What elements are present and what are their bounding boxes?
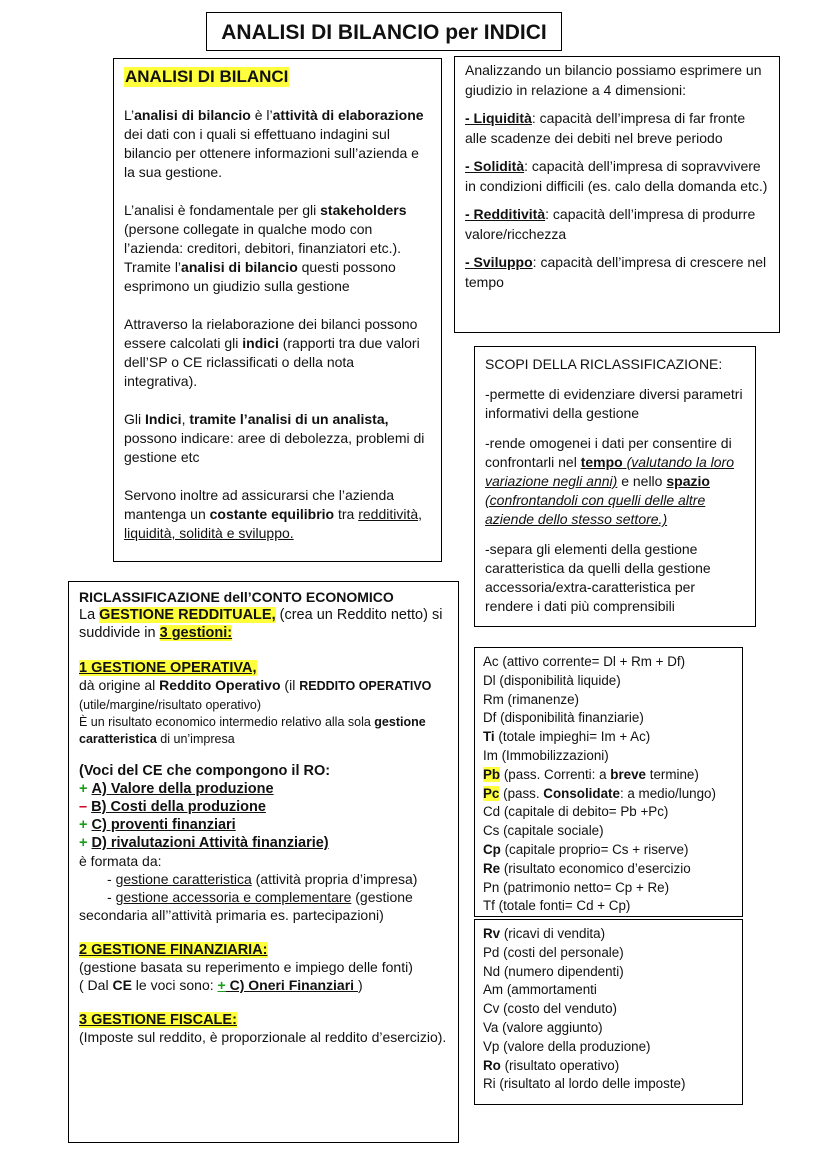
formata-da: è formata da:: [79, 853, 162, 869]
conto-economico-box: [68, 581, 459, 1143]
legend-desc-bold: breve: [610, 766, 646, 782]
legend-item: [483, 785, 734, 804]
gestione-fiscale-line1: (Imposte sul reddito, è proporzionale al reddito d’esercizio).: [79, 1029, 447, 1045]
legend-item: [483, 709, 734, 728]
voce-valore-produzione: + A) Valore della produzione: [79, 781, 274, 797]
legend-item: [483, 1075, 734, 1094]
legend-abbr: Cs: [483, 823, 500, 839]
legend-desc-end: : a medio/lungo): [619, 785, 716, 801]
legend-desc: (pass. Correnti: a: [500, 766, 611, 782]
legend-abbr: Df: [483, 710, 497, 726]
gestione-finanziaria-line1: (gestione basata su reperimento e impiego delle fonti): [79, 959, 413, 975]
legend-abbr: Ri: [483, 1076, 496, 1092]
legend-abbr: Re: [483, 860, 501, 876]
legend-item: [483, 803, 734, 822]
analisi-bilanci-heading: ANALISI DI BILANCI: [125, 67, 289, 86]
scopo-1: -permette di evidenziare diversi parametri informativi della gestione: [485, 386, 743, 421]
legend-desc: (costi del personale): [499, 944, 624, 960]
legend-desc: (risultato operativo): [500, 1057, 620, 1073]
legend-abbr: Pn: [483, 879, 500, 895]
legend-item: [483, 1038, 734, 1057]
scopo-2: -rende omogenei i dati per consentire di confrontarli nel tempo (valutando la loro variazione negli anni) e nello spazio (confrontandoli con quelli delle altre aziende dello stesso settore.): [485, 435, 735, 527]
dimensioni-intro: Analizzando un bilancio possiamo esprimere un giudizio in relazione a 4 dimensioni:: [465, 62, 762, 98]
legend-item: [483, 691, 734, 710]
legend-desc: (attivo corrente= Dl + Rm + Df): [498, 654, 686, 669]
legend-abbr: Am: [483, 982, 504, 998]
legend-desc: (risultato al lordo delle imposte): [495, 1076, 686, 1092]
legend-item: [483, 728, 734, 747]
legend-item: [483, 860, 734, 879]
legend-desc: (ammortamenti: [503, 982, 597, 998]
dimensione-sviluppo: - Sviluppo: capacità dell’impresa di crescere nel tempo: [465, 254, 767, 290]
legend-item: [483, 1019, 734, 1038]
legend-abbr: Cd: [483, 804, 501, 820]
legend-item: [483, 897, 734, 916]
legend-abbr: Rm: [483, 691, 504, 707]
analisi-paragraph-5: Servono inoltre ad assicurarsi che l’azienda mantenga un costante equilibrio tra redditività, liquidità, solidità e sviluppo.: [124, 487, 423, 541]
legend-item: [483, 963, 734, 982]
gestione-operativa-line2: È un risultato economico intermedio relativo alla sola gestione caratteristica di un’impresa: [79, 715, 426, 746]
legend-abbr: Nd: [483, 963, 501, 979]
legend-desc: (pass.: [499, 785, 544, 801]
voce-rivalutazioni: + D) rivalutazioni Attività finanziarie): [79, 835, 329, 851]
gestione-caratteristica-item: - gestione caratteristica (attività propria d’impresa): [107, 871, 418, 887]
legend-desc: (totale fonti= Cd + Cp): [494, 898, 631, 914]
dimensione-liquidita: - Liquidità: capacità dell’impresa di far fronte alle scadenze dei debiti nel breve periodo: [465, 110, 746, 146]
legend-desc: (disponibilità finanziarie): [496, 710, 644, 726]
voci-ce-heading: (Voci del CE che compongono il RO:: [79, 763, 331, 779]
legend-desc: (capitale sociale): [499, 823, 604, 839]
legend-item: [483, 747, 734, 766]
legend-item: [483, 925, 734, 944]
legend-desc: (numero dipendenti): [500, 963, 624, 979]
legend-stato-patrimoniale: [474, 647, 743, 917]
legend-item: [483, 822, 734, 841]
legend-desc: (disponibilità liquide): [495, 672, 621, 688]
analisi-paragraph-4: Gli Indici, tramite l’analisi di un analista, possono indicare: aree di debolezza, problemi di gestione etc: [124, 411, 425, 465]
scopi-heading: SCOPI DELLA RICLASSIFICAZIONE:: [485, 356, 723, 372]
legend-item: [483, 841, 734, 860]
legend-desc: (costo del venduto): [499, 1001, 617, 1017]
analisi-bilanci-box: [113, 58, 442, 562]
legend-desc: (valore aggiunto): [498, 1019, 603, 1035]
legend-abbr: Tf: [483, 898, 495, 914]
legend-abbr: Va: [483, 1019, 499, 1035]
legend-desc: (rimanenze): [503, 691, 579, 707]
analisi-paragraph-1: L’analisi di bilancio è l’attività di elaborazione dei dati con i quali si effettuano indagini sul bilancio per ottenere informazioni sull’azienda e la sua gestione.: [124, 107, 424, 180]
dimensioni-box: [454, 56, 780, 333]
legend-item: [483, 944, 734, 963]
legend-conto-economico: [474, 919, 743, 1105]
legend-abbr: Dl: [483, 672, 496, 688]
legend-desc: (capitale proprio= Cs + riserve): [500, 841, 689, 857]
legend-abbr: Ti: [483, 729, 495, 745]
gestione-fiscale-title: 3 GESTIONE FISCALE:: [79, 1012, 237, 1028]
legend-desc: (risultato economico d’esercizio: [500, 860, 691, 876]
voce-proventi-finanziari: + C) proventi finanziari: [79, 817, 236, 833]
legend-abbr: Ro: [483, 1057, 501, 1073]
legend-item: [483, 879, 734, 898]
legend-desc: (valore della produzione): [499, 1038, 651, 1054]
legend-abbr: Pd: [483, 944, 500, 960]
legend-desc: (Immobilizzazioni): [497, 747, 609, 763]
legend-abbr: Pb: [483, 766, 501, 782]
legend-item: [483, 766, 734, 785]
legend-desc: (totale impieghi= Im + Ac): [494, 729, 651, 745]
legend-desc: (patrimonio netto= Cp + Re): [499, 879, 670, 895]
gestione-operativa-line1: dà origine al Reddito Operativo (il REDDITO OPERATIVO (utile/margine/risultato operativo): [79, 677, 432, 712]
ce-intro: La GESTIONE REDDITUALE, (crea un Reddito netto) si suddivide in 3 gestioni:: [79, 607, 443, 641]
legend-abbr: Im: [483, 747, 498, 763]
legend-item: [483, 672, 734, 691]
voce-costi-produzione: – B) Costi della produzione: [79, 799, 266, 815]
legend-desc: (ricavi di vendita): [500, 926, 606, 941]
legend-item: [483, 1057, 734, 1076]
legend-abbr: Ac: [483, 654, 499, 669]
legend-desc: (capitale di debito= Pb +Pc): [500, 804, 669, 820]
legend-abbr: Cv: [483, 1001, 500, 1017]
page-title: ANALISI DI BILANCIO per INDICI: [206, 12, 562, 51]
legend-abbr: Cp: [483, 841, 501, 857]
legend-abbr: Pc: [483, 785, 500, 801]
gestione-accessoria-item: - gestione accessoria e complementare (gestione secondaria all’’attività primaria es. partecipazioni): [79, 889, 413, 923]
ce-heading: RICLASSIFICAZIONE dell’CONTO ECONOMICO: [79, 589, 394, 605]
legend-abbr: Rv: [483, 926, 501, 941]
gestione-operativa-title: 1 GESTIONE OPERATIVA,: [79, 660, 257, 676]
gestione-finanziaria-line2: ( Dal CE le voci sono: + C) Oneri Finanziari ): [79, 977, 363, 993]
legend-item: [483, 1000, 734, 1019]
legend-desc-bold: Consolidate: [543, 785, 620, 801]
legend-abbr: Vp: [483, 1038, 500, 1054]
dimensione-redditivita: - Redditività: capacità dell’impresa di produrre valore/ricchezza: [465, 206, 756, 242]
scopo-3: -separa gli elementi della gestione caratteristica da quelli della gestione accessoria/extra-caratteristica per rendere i dati più comprensibili: [485, 541, 711, 614]
analisi-paragraph-2: L’analisi è fondamentale per gli stakeholders (persone collegate in qualche modo con l’azienda: creditori, debitori, finanziatori etc.). Tramite l’analisi di bilancio questi possono esprimono un giudizio sulla gestione: [124, 202, 407, 294]
gestione-finanziaria-title: 2 GESTIONE FINANZIARIA:: [79, 942, 268, 958]
legend-item: [483, 653, 734, 672]
legend-desc-end: termine): [646, 766, 699, 782]
legend-item: [483, 981, 734, 1000]
analisi-paragraph-3: Attraverso la rielaborazione dei bilanci possono essere calcolati gli indici (rapporti tra due valori dell’SP o CE riclassificati o della nota integrativa).: [124, 316, 420, 389]
scopi-box: [474, 346, 756, 627]
dimensione-solidita: - Solidità: capacità dell’impresa di sopravvivere in condizioni difficili (es. calo della domanda etc.): [465, 158, 768, 194]
